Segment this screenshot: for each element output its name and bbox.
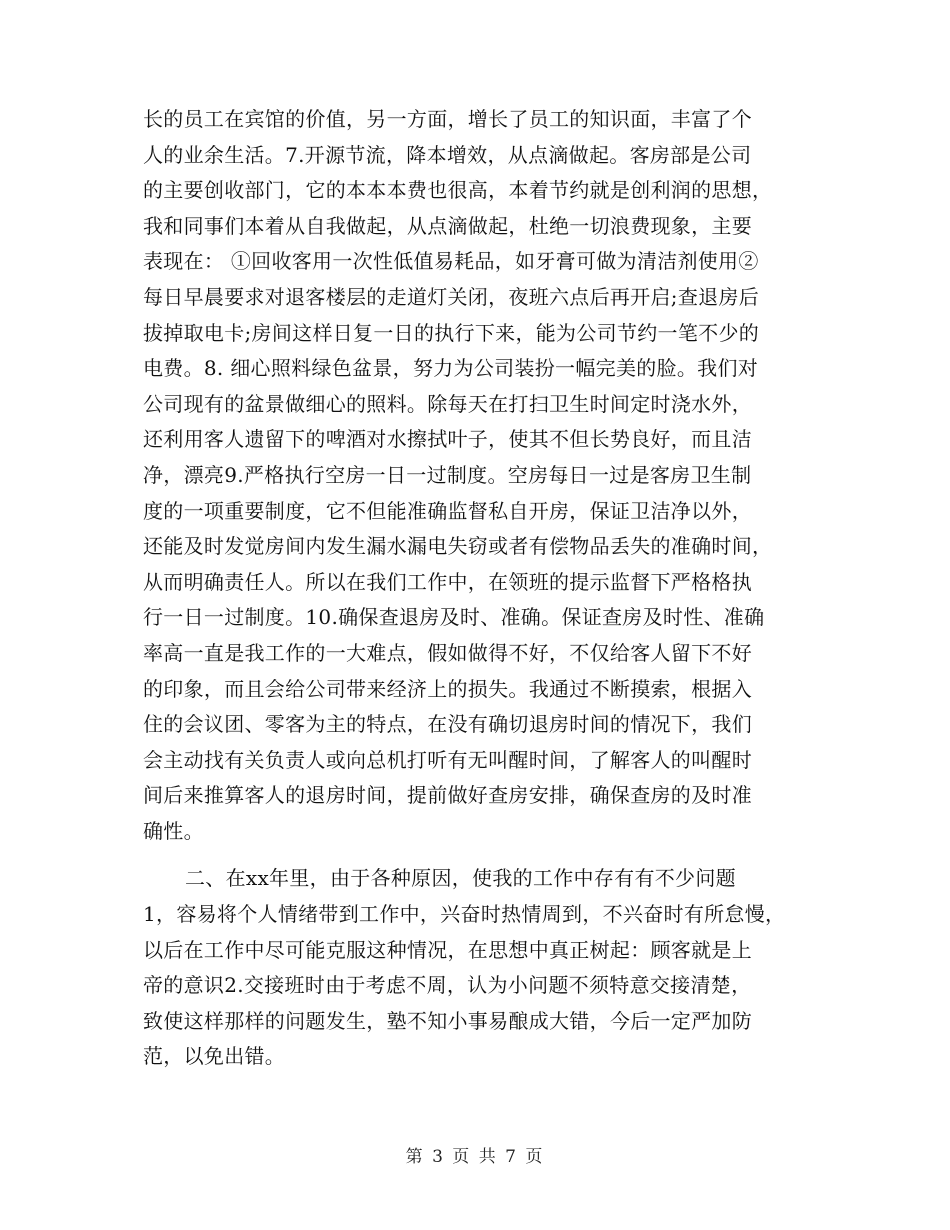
text-line: 度的一项重要制度，它不但能准确监督私自开房，保证卫洁净以外， xyxy=(143,498,752,523)
text-line: 还利用客人遗留下的啤酒对水擦拭叶子，使其不但长势良好，而且洁 xyxy=(143,427,752,452)
paragraph-1 xyxy=(143,102,823,849)
text-line: 会主动找有关负责人或向总机打听有无叫醒时间，了解客人的叫醒时 xyxy=(143,747,752,772)
body-text xyxy=(143,102,823,1075)
text-line: 的主要创收部门，它的本本本费也很高，本着节约就是创利润的思想， xyxy=(143,178,773,203)
text-line: 致使这样那样的问题发生，塾不知小事易酿成大错，今后一定严加防 xyxy=(143,1008,752,1033)
text-line: 拔掉取电卡;房间这样日复一日的执行下来，能为公司节约一笔不少的 xyxy=(143,320,760,345)
text-line: 人的业余生活。7.开源节流，降本增效，从点滴做起。客房部是公司 xyxy=(143,142,752,167)
text-line: 表现在： ①回收客用一次性低值易耗品，如牙膏可做为清洁剂使用② xyxy=(143,249,759,274)
text-line: 1，容易将个人情绪带到工作中，兴奋时热情周到，不兴奋时有所怠慢， xyxy=(143,902,786,927)
text-line: 净，漂亮9.严格执行空房一日一过制度。空房每日一过是客房卫生制 xyxy=(143,462,752,487)
page-number-footer: 第 3 页 共 7 页 xyxy=(405,1147,545,1167)
text-line: 电费。8. 细心照料绿色盆景，努力为公司装扮一幅完美的脸。我们对 xyxy=(143,356,759,381)
text-line: 以后在工作中尽可能克服这种情况，在思想中真正树起：顾客就是上 xyxy=(143,937,752,962)
text-line: 还能及时发觉房间内发生漏水漏电失窃或者有偿物品丢失的准确时间， xyxy=(143,534,773,559)
text-line: 住的会议团、零客为主的特点，在没有确切退房时间的情况下，我们 xyxy=(143,712,752,737)
text-line: 长的员工在宾馆的价值，另一方面，增长了员工的知识面，丰富了个 xyxy=(143,107,752,131)
text-line: 率高一直是我工作的一大难点，假如做得不好，不仅给客人留下不好 xyxy=(143,640,752,665)
text-line: 范，以免出错。 xyxy=(143,1044,286,1069)
text-line: 公司现有的盆景做细心的照料。除每天在打扫卫生时间定时浇水外， xyxy=(143,391,752,416)
text-line: 每日早晨要求对退客楼层的走道灯关闭，夜班六点后再开启;查退房后 xyxy=(143,284,760,309)
text-line: 二、在xx年里，由于各种原因，使我的工作中存有有不少问题 xyxy=(185,866,736,891)
paragraph-2 xyxy=(143,861,823,1075)
text-line: 间后来推算客人的退房时间，提前做好查房安排，确保查房的及时准 xyxy=(143,783,752,808)
text-line: 行一日一过制度。10.确保查退房及时、准确。保证查房及时性、准确 xyxy=(143,605,765,630)
text-line: 我和同事们本着从自我做起，从点滴做起，杜绝一切浪费现象，主要 xyxy=(143,213,752,238)
text-line: 帝的意识2.交接班时由于考虑不周，认为小问题不须特意交接清楚， xyxy=(143,973,752,998)
text-line: 从而明确责任人。所以在我们工作中，在领班的提示监督下严格格执 xyxy=(143,569,752,594)
text-line: 的印象，而且会给公司带来经济上的损失。我通过不断摸索，根据入 xyxy=(143,676,752,701)
text-line: 确性。 xyxy=(143,818,204,843)
